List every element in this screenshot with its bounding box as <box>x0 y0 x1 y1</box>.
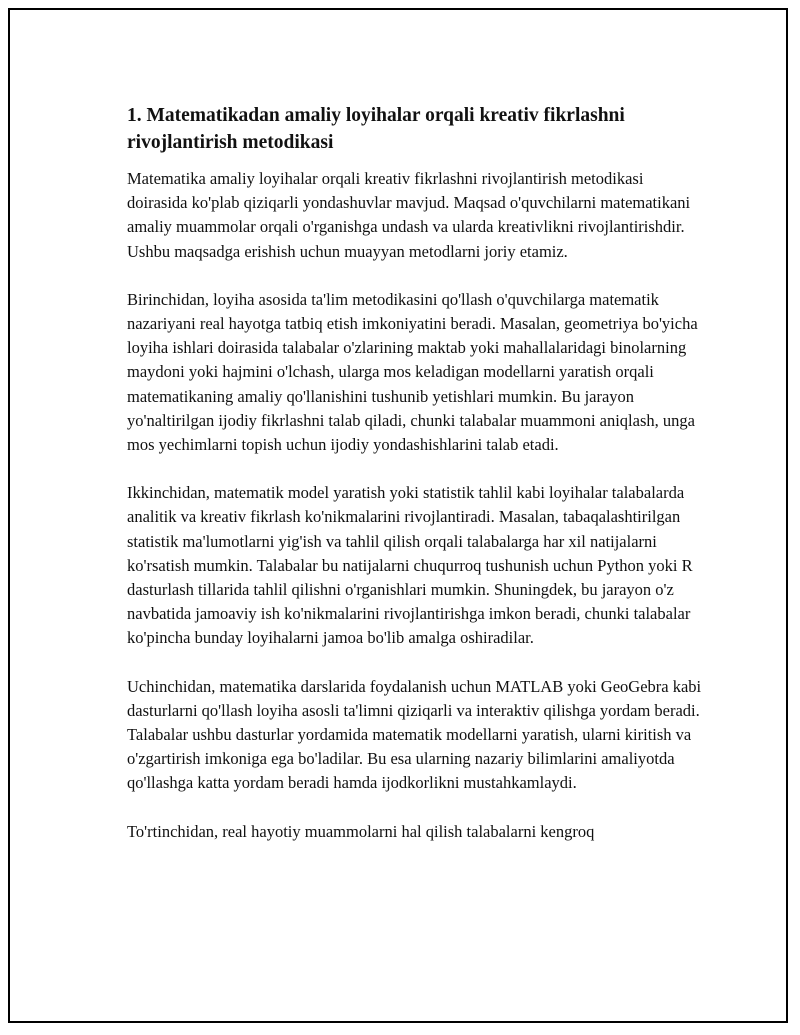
document-body <box>127 102 707 868</box>
paragraph-second: Ikkinchidan, matematik model yaratish yoki statistik tahlil kabi loyihalar talabalarda analitik va kreativ fikrlash ko'nikmalarini rivojlantiradi. Masalan, tabaqalashtirilgan statistik ma'lumotlarni yig'ish va tahlil qilish orqali talabalarga har xil natijalarni ko'rsatish mumkin. Talabalar bu natijalarni chuqurroq tushunish uchun Python yoki R dasturlash tillarida tahlil qilishni o'rganishlari mumkin. Shuningdek, bu jarayon o'z navbatida jamoaviy ish ko'nikmalarini rivojlantirishga imkon beradi, chunki talabalar ko'pincha bunday loyihalarni jamoa bo'lib amalga oshiradilar. <box>127 483 693 648</box>
paragraph-third: Uchinchidan, matematika darslarida foydalanish uchun MATLAB yoki GeoGebra kabi dasturlarni qo'llash loyiha asosli ta'limni qiziqarli va interaktiv qilishga yordam beradi. Talabalar ushbu dasturlar yordamida matematik modellarni yaratish, ularni kiritish va o'zgartirish imkoniga ega bo'ladilar. Bu esa ularning nazariy bilimlarini amaliyotda qo'llashga katta yordam beradi hamda ijodkorlikni mustahkamlaydi. <box>127 676 702 793</box>
paragraph-fourth: To'rtinchidan, real hayotiy muammolarni hal qilish talabalarni kengroq <box>127 821 595 841</box>
paragraph-intro: Matematika amaliy loyihalar orqali kreativ fikrlashni rivojlantirish metodikasi doirasida ko'plab qiziqarli yondashuvlar mavjud. Maqsad o'quvchilarni matematikani amaliy muammolar orqali o'rganishga undash va ularda kreativlikni rivojlantirishdir. Ushbu maqsadga erishish uchun muayyan metodlarni joriy etamiz. <box>127 169 691 261</box>
document-heading: 1. Matematikadan amaliy loyihalar orqali kreativ fikrlashni rivojlantirish metodikasi <box>127 105 625 153</box>
paragraph-first: Birinchidan, loyiha asosida ta'lim metodikasini qo'llash o'quvchilarga matematik nazariyani real hayotga tatbiq etish imkoniyatini beradi. Masalan, geometriya bo'yicha loyiha ishlari doirasida talabalar o'zlarining maktab yoki mahallalaridagi binolarning maydoni yoki hajmini o'lchash, ularga mos keladigan modellarni yaratish orqali matematikaning amaliy qo'llanishini tushunib yetishlari mumkin. Bu jarayon yo'naltirilgan ijodiy fikrlashni talab qiladi, chunki talabalar muammoni aniqlash, unga mos yechimlarni topish uchun ijodiy yondashishlarini talab etadi. <box>127 289 698 455</box>
page-frame <box>8 8 788 1023</box>
